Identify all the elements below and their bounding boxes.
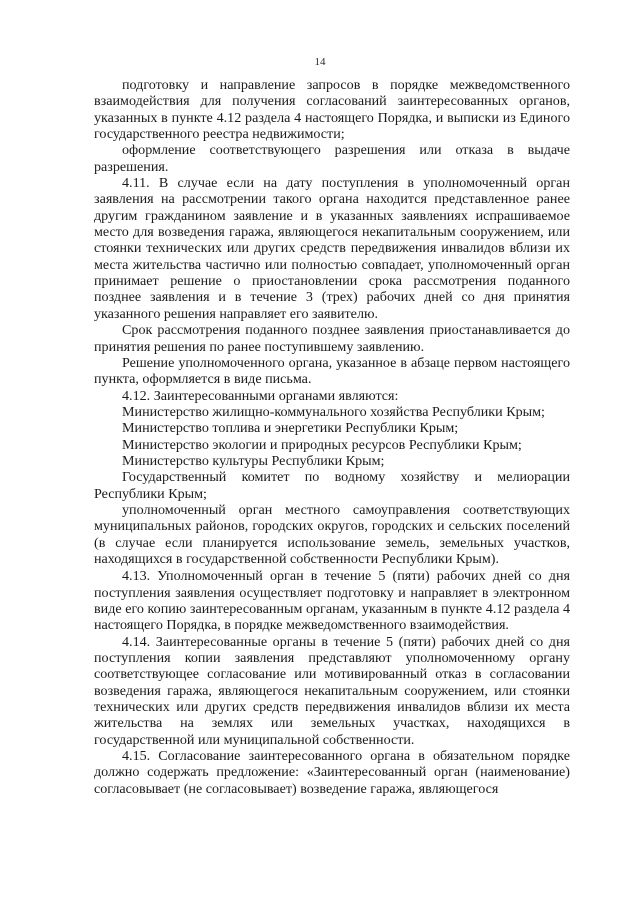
list-item: Министерство культуры Республики Крым; <box>122 452 385 469</box>
paragraph: оформление соответствующего разрешения или отказа в выдаче разрешения. <box>94 142 570 175</box>
list-item: Министерство экологии и природных ресурсов Республики Крым; <box>122 436 522 453</box>
list-item: уполномоченный орган местного самоуправления соответствующих муниципальных районов, городских округов, городских и сельских поселений (в случае если планируется использование земель, земельных участков, находящихся в государственной собственности Республики Крым). <box>94 501 570 567</box>
paragraph: Срок рассмотрения поданного позднее заявления приостанавливается до принятия решения по ранее поступившему заявлению. <box>94 322 570 355</box>
page-number: 14 <box>314 56 326 68</box>
list-item: Министерство жилищно-коммунального хозяйства Республики Крым; <box>122 403 545 420</box>
list-item: Государственный комитет по водному хозяйству и мелиорации Республики Крым; <box>94 469 570 502</box>
paragraph: 4.11. В случае если на дату поступления в уполномоченный орган заявления на рассмотрении такого органа находится представленное ранее другим гражданином заявление и в указанных заявлениях испрашиваемое место для возведения гаража, являющегося некапитальным сооружением, или стоянки технических или других средств передвижения инвалидов вблизи их места жительства частично или полностью совпадает, уполномоченный орган принимает решение о приостановлении срока рассмотрения поданного позднее заявления и в течение 3 (трех) рабочих дней со дня принятия указанного решения направляет его заявителю. <box>94 175 570 322</box>
list-item: Министерство топлива и энергетики Республики Крым; <box>122 420 459 437</box>
paragraph: 4.15. Согласование заинтересованного органа в обязательном порядке должно содержать предложение: «Заинтересованный орган (наименование) согласовывает (не согласовывает) возведение гаража, являющегося <box>94 748 570 797</box>
paragraph: подготовку и направление запросов в порядке межведомственного взаимодействия для получения согласований заинтересованных органов, указанных в пункте 4.12 раздела 4 настоящего Порядка, и выписки из Единого государственного реестра недвижимости; <box>94 77 570 143</box>
document-body <box>94 77 570 797</box>
paragraph: 4.14. Заинтересованные органы в течение 5 (пяти) рабочих дней со дня поступления копии заявления представляют уполномоченному органу соответствующее согласование или мотивированный отказ в согласовании возведения гаража, являющегося некапитальным сооружением, или стоянки технических или других средств передвижения инвалидов вблизи их места жительства на землях или земельных участках, находящихся в государственной или муниципальной собственности. <box>94 633 570 748</box>
paragraph: 4.13. Уполномоченный орган в течение 5 (пяти) рабочих дней со дня поступления заявления осуществляет подготовку и направляет в электронном виде его копию заинтересованным органам, указанным в пункте 4.12 раздела 4 настоящего Порядка, в порядке межведомственного взаимодействия. <box>94 568 570 634</box>
paragraph: Решение уполномоченного органа, указанное в абзаце первом настоящего пункта, оформляется в виде письма. <box>94 354 570 388</box>
paragraph: 4.12. Заинтересованными органами являются: <box>122 387 399 404</box>
